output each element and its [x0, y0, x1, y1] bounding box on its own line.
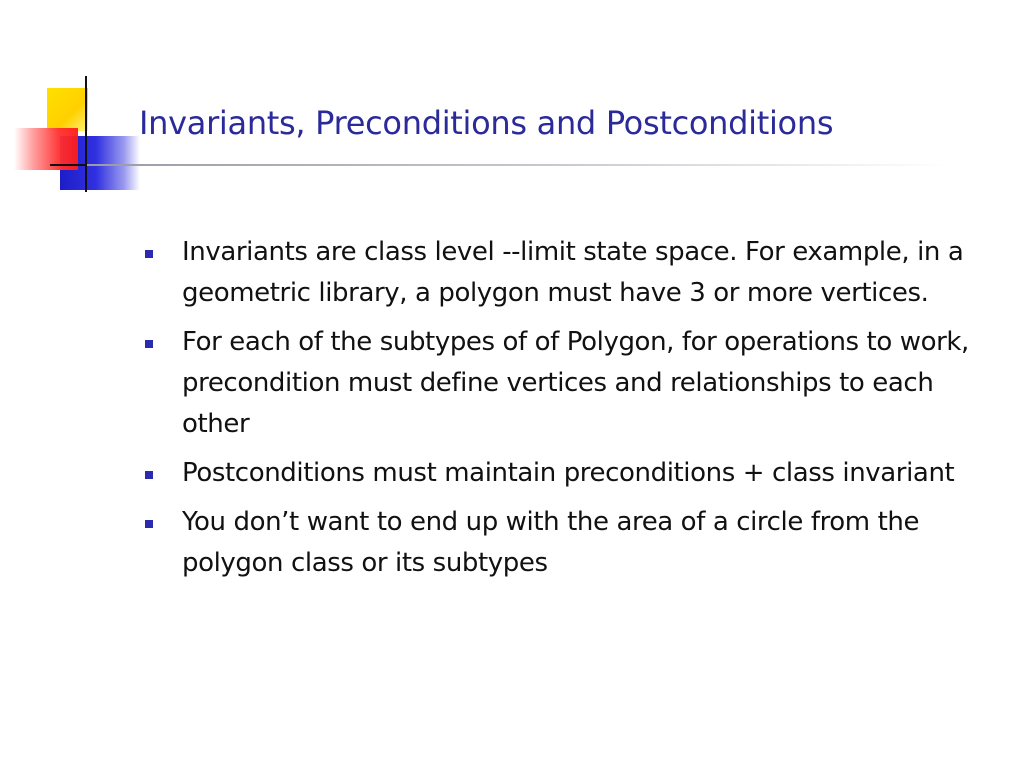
- bullet-list: [145, 232, 1005, 592]
- vertical-rule: [85, 76, 87, 192]
- bullet-text: Invariants are class level --limit state space. For example, in a geometric library, a polygon must have 3 or more vertices.: [182, 237, 964, 308]
- bullet-text: Postconditions must maintain preconditions + class invariant: [182, 458, 955, 488]
- bullet-item: [145, 322, 1005, 445]
- bullet-text: You don’t want to end up with the area of a circle from the polygon class or its subtypes: [182, 507, 920, 578]
- square-bullet-icon: [145, 340, 153, 348]
- slide-title: Invariants, Preconditions and Postconditions: [139, 104, 834, 142]
- color-squares-logo: [0, 0, 160, 200]
- bullet-item: [145, 502, 1005, 584]
- title-underline: [87, 164, 947, 166]
- square-bullet-icon: [145, 520, 153, 528]
- bullet-item: [145, 232, 1005, 314]
- bullet-text: For each of the subtypes of of Polygon, for operations to work, precondition must define vertices and relationships to each other: [182, 327, 969, 439]
- bullet-item: [145, 453, 1005, 494]
- square-bullet-icon: [145, 250, 153, 258]
- yellow-square: [47, 88, 88, 131]
- square-bullet-icon: [145, 471, 153, 479]
